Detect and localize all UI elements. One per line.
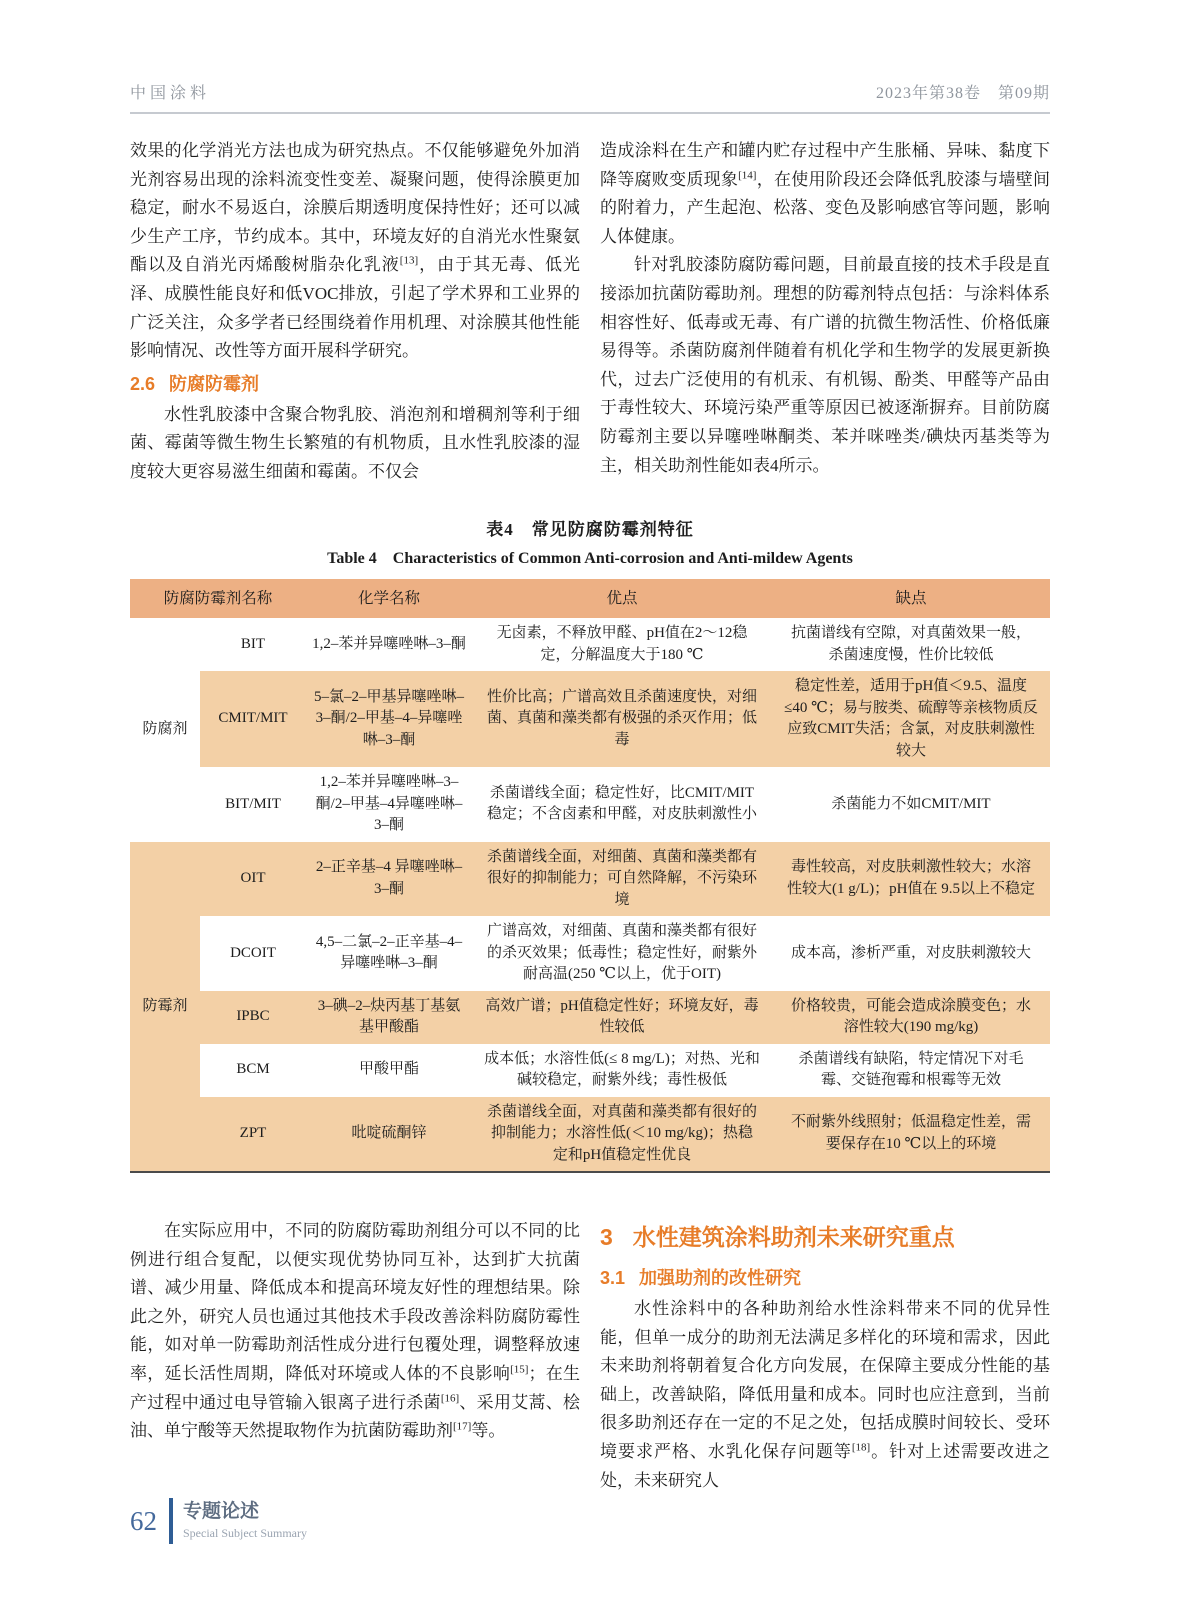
paragraph: 效果的化学消光方法也成为研究热点。不仅能够避免外加消光剂容易出现的涂料流变性变差、凝聚问题，使得涂膜更加稳定，耐水不易返白，涂膜后期透明度保持性好；还可以减少生产工序，节约成本。其中，环境友好的自消光水性聚氨酯以及自消光丙烯酸树脂杂化乳液[13]，由于其无毒、低光泽、成膜性能良好和低VOC排放，引起了学术界和工业界的广泛关注，众多学者已经围绕着作用机理、对涂膜其他性能影响情况、改性等方面开展科学研究。 (130, 141, 581, 361)
advantages: 杀菌谱线全面；稳定性好，比CMIT/MIT稳定；不含卤素和甲醛，对皮肤刺激性小 (486, 784, 757, 823)
paragraph: 针对乳胶漆防腐防霉问题，目前最直接的技术手段是直接添加抗菌防霉助剂。理想的防霉剂特点包括：与涂料体系相容性好、低毒或无毒、有广谱的抗微生物活性、价格低廉易得等。杀菌防腐剂伴随着有机化学和生物学的发展更新换代，过去广泛使用的有机汞、有机锡、酚类、甲醛等产品由于毒性较大、环境污染严重等原因已被逐渐摒弃。目前防腐防霉剂主要以异噻唑啉酮类、苯并咪唑类/碘炔丙基类等为主，相关助剂性能如表4所示。 (600, 255, 1050, 475)
chemical-name: 甲酸甲酯 (358, 1061, 419, 1078)
agent-name: CMIT/MIT (200, 671, 306, 767)
footer-column-labels (183, 1501, 307, 1541)
issue-info: 2023年第38卷 第09期 (875, 85, 1050, 102)
disadvantages: 稳定性差，适用于pH值＜9.5、温度≤40 ℃；易与胺类、硫醇等亲核物质反应致CMIT失活；含氯，对皮肤刺激性较大 (772, 671, 1050, 767)
agent-name: BIT/MIT (225, 795, 281, 812)
chemical-name: 1,2–苯并异噻唑啉–3–酮/2–甲基–4异噻唑啉–3–酮 (315, 774, 463, 834)
section-heading-3 (600, 1221, 1050, 1253)
agent-name: BIT (240, 635, 266, 652)
col-header-pros: 优点 (472, 579, 772, 619)
table-header-row (130, 579, 1050, 619)
advantages: 杀菌谱线全面，对真菌和藻类都有很好的抑制能力；水溶性低(＜10 mg/kg)；热稳定和pH值稳定性优良 (472, 1097, 772, 1173)
agent-name: ZPT (200, 1097, 306, 1173)
content-top (130, 137, 1050, 487)
table4 (130, 579, 1050, 1174)
chemical-name: 3–碘–2–炔丙基丁基氨基甲酸酯 (306, 991, 472, 1044)
right-column-top (600, 137, 1050, 487)
advantages: 性价比高；广谱高效且杀菌速度快，对细菌、真菌和藻类都有极强的杀灭作用；低毒 (472, 671, 772, 767)
section-heading-2-6 (130, 371, 580, 397)
paragraph: 水性乳胶漆中含聚合物乳胶、消泡剂和增稠剂等利于细菌、霉菌等微生物生长繁殖的有机物质，且水性乳胶漆的湿度较大更容易滋生细菌和霉菌。不仅会 (130, 404, 580, 481)
table-row (130, 916, 1050, 991)
section-number: 3.1 (600, 1268, 626, 1289)
page-footer (130, 1498, 307, 1544)
group-label-corrosion: 防腐剂 (130, 618, 200, 842)
disadvantages: 不耐紫外线照射；低温稳定性差，需要保存在10 ℃以上的环境 (772, 1097, 1050, 1173)
chemical-name: 5–氯–2–甲基异噻唑啉–3–酮/2–甲基–4–异噻唑啉–3–酮 (306, 671, 472, 767)
section-title: 水性建筑涂料助剂未来研究重点 (632, 1224, 955, 1251)
disadvantages: 杀菌能力不如CMIT/MIT (831, 795, 991, 812)
left-column-bottom (130, 1217, 580, 1495)
chemical-name: 4,5–二氯–2–正辛基–4–异噻唑啉–3–酮 (315, 933, 463, 972)
paragraph: 在实际应用中，不同的防腐防霉助剂组分可以不同的比例进行组合复配，以便实现优势协同互补，达到扩大抗菌谱、减少用量、降低成本和提高环境友好性的理想结果。除此之外，研究人员也通过其他技术手段改善涂料防腐防霉性能，如对单一防霉助剂活性成分进行包覆处理，调整释放速率，延长活性周期，降低对环境或人体的不良影响[15]；在生产过程中通过电导管输入银离子进行杀菌[16]、采用艾蒿、桧油、单宁酸等天然提取物作为抗菌防霉助剂[17]等。 (130, 1221, 581, 1441)
table-title-cn: 表4 常见防腐防霉剂特征 (486, 519, 694, 539)
paragraph: 造成涂料在生产和罐内贮存过程中产生胀桶、异味、黏度下降等腐败变质现象[14]，在使用阶段还会降低乳胶漆与墙壁间的附着力，产生起泡、松落、变色及影响感官等问题，影响人体健康。 (600, 141, 1051, 246)
agent-name: BCM (236, 1061, 270, 1078)
advantages: 广谱高效，对细菌、真菌和藻类都有很好的杀灭效果；低毒性；稳定性好，耐紫外耐高温(250 ℃以上，优于OIT) (486, 923, 757, 983)
advantages: 成本低；水溶性低(≤ 8 mg/L)；对热、光和碱较稳定，耐紫外线；毒性极低 (484, 1050, 760, 1089)
agent-name: OIT (200, 842, 306, 917)
footer-column-cn: 专题论述 (183, 1501, 260, 1522)
page-number: 62 (130, 1505, 157, 1536)
disadvantages: 价格较贵，可能会造成涂膜变色；水溶性较大(190 mg/kg) (772, 991, 1050, 1044)
disadvantages: 成本高，渗析严重，对皮肤刺激较大 (790, 944, 1031, 961)
chemical-name: 1,2–苯并异噻唑啉–3–酮 (312, 635, 466, 652)
chemical-name: 吡啶硫酮锌 (306, 1097, 472, 1173)
right-column-bottom (600, 1217, 1050, 1495)
section-number: 3 (600, 1224, 613, 1251)
table-row (130, 671, 1050, 767)
agent-name: DCOIT (230, 944, 276, 961)
table-row (130, 991, 1050, 1044)
col-header-chem: 化学名称 (306, 579, 472, 619)
group-label-mildew: 防霉剂 (130, 842, 200, 1173)
disadvantages: 毒性较高，对皮肤刺激性较大；水溶性较大(1 g/L)；pH值在 9.5以上不稳定 (772, 842, 1050, 917)
agent-name: IPBC (200, 991, 306, 1044)
content-bottom (130, 1217, 1050, 1495)
table-row (130, 618, 1050, 671)
table-title-en: Table 4 Characteristics of Common Anti-corrosion and Anti-mildew Agents (327, 549, 853, 567)
disadvantages: 抗菌谱线有空隙，对真菌效果一般，杀菌速度慢，性价比较低 (790, 625, 1031, 663)
paragraph: 水性涂料中的各种助剂给水性涂料带来不同的优异性能，但单一成分的助剂无法满足多样化的环境和需求，因此未来助剂将朝着复合化方向发展，在保障主要成分性能的基础上，改善缺陷，降低用量和成本。同时也应注意到，当前很多助剂还存在一定的不足之处，包括成膜时间较长、受环境要求严格、水乳化保存问题等[18]。针对上述需要改进之处，未来研究人 (600, 1299, 1051, 1490)
col-header-name: 防腐防霉剂名称 (130, 579, 306, 619)
section-title: 加强助剂的改性研究 (639, 1268, 802, 1289)
footer-column-en: Special Subject Summary (183, 1526, 307, 1540)
advantages: 高效广谱；pH值稳定性好；环境友好，毒性较低 (472, 991, 772, 1044)
table-row (130, 1044, 1050, 1097)
section-number: 2.6 (130, 373, 156, 394)
table-row (130, 842, 1050, 917)
chemical-name: 2–正辛基–4 异噻唑啉–3–酮 (306, 842, 472, 917)
page-header (130, 80, 1050, 114)
section-title: 防腐防霉剂 (169, 373, 260, 394)
disadvantages: 杀菌谱线有缺陷，特定情况下对毛霉、交链孢霉和根霉等无效 (798, 1050, 1024, 1089)
table-row (130, 767, 1050, 842)
journal-name: 中国涂料 (130, 85, 211, 102)
table-row (130, 1097, 1050, 1173)
advantages: 杀菌谱线全面，对细菌、真菌和藻类都有很好的抑制能力；可自然降解，不污染环境 (472, 842, 772, 917)
footer-divider-bar (169, 1498, 173, 1544)
table4-block (130, 515, 1050, 1174)
section-heading-3-1 (600, 1265, 1050, 1291)
left-column-top (130, 137, 580, 487)
advantages: 无卤素，不释放甲醛、pH值在2～12稳定，分解温度大于180 ℃ (496, 625, 748, 663)
col-header-cons: 缺点 (772, 579, 1050, 619)
